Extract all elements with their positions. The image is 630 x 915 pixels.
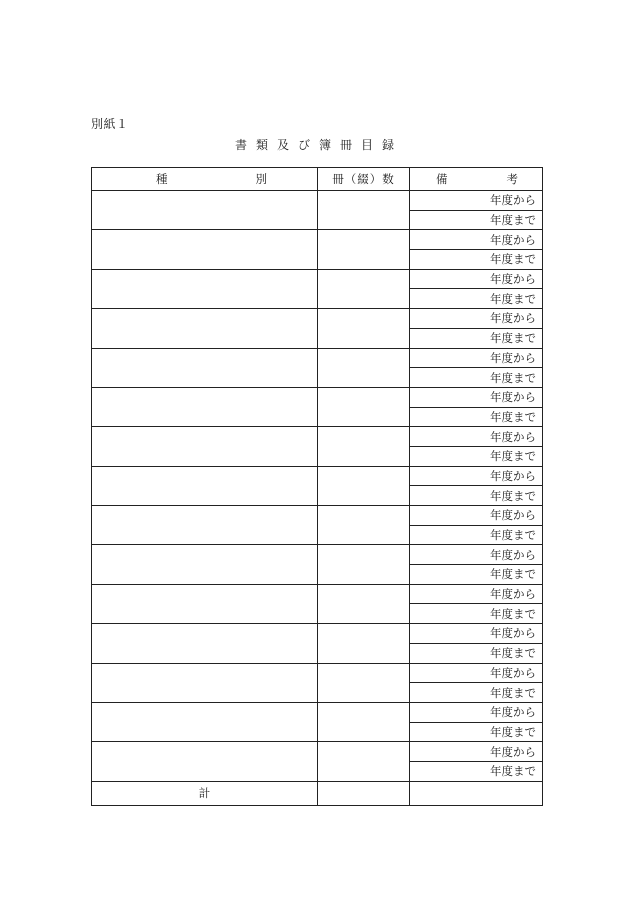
remarks-from-cell[interactable]: 年度から: [410, 427, 543, 447]
header-remarks-char-2: 考: [506, 172, 518, 186]
type-cell[interactable]: [92, 584, 318, 623]
type-cell[interactable]: [92, 742, 318, 781]
remarks-to-cell[interactable]: 年度まで: [410, 683, 543, 703]
count-cell[interactable]: [318, 309, 410, 348]
remarks-to-cell[interactable]: 年度まで: [410, 565, 543, 585]
header-remarks-char-1: 備: [436, 172, 448, 186]
type-cell[interactable]: [92, 348, 318, 387]
remarks-from-cell[interactable]: 年度から: [410, 230, 543, 250]
page-title: 書類及び簿冊目録: [234, 138, 403, 152]
remarks-from-cell[interactable]: 年度から: [410, 545, 543, 565]
table-row: [92, 702, 543, 722]
count-cell[interactable]: [318, 545, 410, 584]
count-cell[interactable]: [318, 624, 410, 663]
remarks-from-cell[interactable]: 年度から: [410, 584, 543, 604]
count-cell[interactable]: [318, 387, 410, 426]
total-row: [92, 781, 543, 805]
count-cell[interactable]: [318, 742, 410, 781]
type-cell[interactable]: [92, 663, 318, 702]
total-remarks-cell[interactable]: [410, 781, 543, 805]
table-row: [92, 742, 543, 762]
table-row: [92, 506, 543, 526]
type-cell[interactable]: [92, 387, 318, 426]
total-label: 計: [92, 781, 318, 805]
table-row: [92, 427, 543, 447]
table-row: [92, 584, 543, 604]
remarks-from-cell[interactable]: 年度から: [410, 269, 543, 289]
type-cell[interactable]: [92, 230, 318, 269]
count-cell[interactable]: [318, 506, 410, 545]
type-cell[interactable]: [92, 309, 318, 348]
table-row: [92, 545, 543, 565]
annex-label: 別紙１: [91, 117, 129, 131]
remarks-to-cell[interactable]: 年度まで: [410, 407, 543, 427]
remarks-to-cell[interactable]: 年度まで: [410, 250, 543, 270]
table-body: [92, 191, 543, 782]
remarks-to-cell[interactable]: 年度まで: [410, 643, 543, 663]
remarks-from-cell[interactable]: 年度から: [410, 191, 543, 211]
remarks-from-cell[interactable]: 年度から: [410, 624, 543, 644]
count-cell[interactable]: [318, 584, 410, 623]
remarks-to-cell[interactable]: 年度まで: [410, 446, 543, 466]
type-cell[interactable]: [92, 506, 318, 545]
count-cell[interactable]: [318, 191, 410, 230]
remarks-from-cell[interactable]: 年度から: [410, 466, 543, 486]
total-count-cell[interactable]: [318, 781, 410, 805]
count-cell[interactable]: [318, 427, 410, 466]
type-cell[interactable]: [92, 191, 318, 230]
remarks-to-cell[interactable]: 年度まで: [410, 368, 543, 388]
header-type: [92, 168, 318, 191]
count-cell[interactable]: [318, 466, 410, 505]
table-row: [92, 269, 543, 289]
remarks-from-cell[interactable]: 年度から: [410, 387, 543, 407]
header-type-char-1: 種: [156, 172, 168, 186]
type-cell[interactable]: [92, 545, 318, 584]
remarks-from-cell[interactable]: 年度から: [410, 348, 543, 368]
table-row: [92, 230, 543, 250]
remarks-from-cell[interactable]: 年度から: [410, 702, 543, 722]
table-row: [92, 348, 543, 368]
count-cell[interactable]: [318, 348, 410, 387]
header-type-char-2: 別: [255, 172, 267, 186]
remarks-to-cell[interactable]: 年度まで: [410, 722, 543, 742]
table-row: [92, 663, 543, 683]
count-cell[interactable]: [318, 663, 410, 702]
count-cell[interactable]: [318, 269, 410, 308]
count-cell[interactable]: [318, 230, 410, 269]
remarks-to-cell[interactable]: 年度まで: [410, 289, 543, 309]
remarks-to-cell[interactable]: 年度まで: [410, 210, 543, 230]
remarks-to-cell[interactable]: 年度まで: [410, 328, 543, 348]
remarks-to-cell[interactable]: 年度まで: [410, 486, 543, 506]
table-row: [92, 387, 543, 407]
header-remarks: [410, 168, 543, 191]
remarks-to-cell[interactable]: 年度まで: [410, 761, 543, 781]
type-cell[interactable]: [92, 624, 318, 663]
table-row: [92, 466, 543, 486]
remarks-to-cell[interactable]: 年度まで: [410, 604, 543, 624]
count-cell[interactable]: [318, 702, 410, 741]
remarks-from-cell[interactable]: 年度から: [410, 742, 543, 762]
table-header-row: [92, 168, 543, 191]
remarks-from-cell[interactable]: 年度から: [410, 663, 543, 683]
table-row: [92, 624, 543, 644]
type-cell[interactable]: [92, 427, 318, 466]
header-count: 冊（綴）数: [318, 168, 410, 191]
table-row: [92, 309, 543, 329]
type-cell[interactable]: [92, 466, 318, 505]
type-cell[interactable]: [92, 702, 318, 741]
document-register-table: [91, 167, 543, 806]
type-cell[interactable]: [92, 269, 318, 308]
remarks-to-cell[interactable]: 年度まで: [410, 525, 543, 545]
table-row: [92, 191, 543, 211]
remarks-from-cell[interactable]: 年度から: [410, 506, 543, 526]
remarks-from-cell[interactable]: 年度から: [410, 309, 543, 329]
